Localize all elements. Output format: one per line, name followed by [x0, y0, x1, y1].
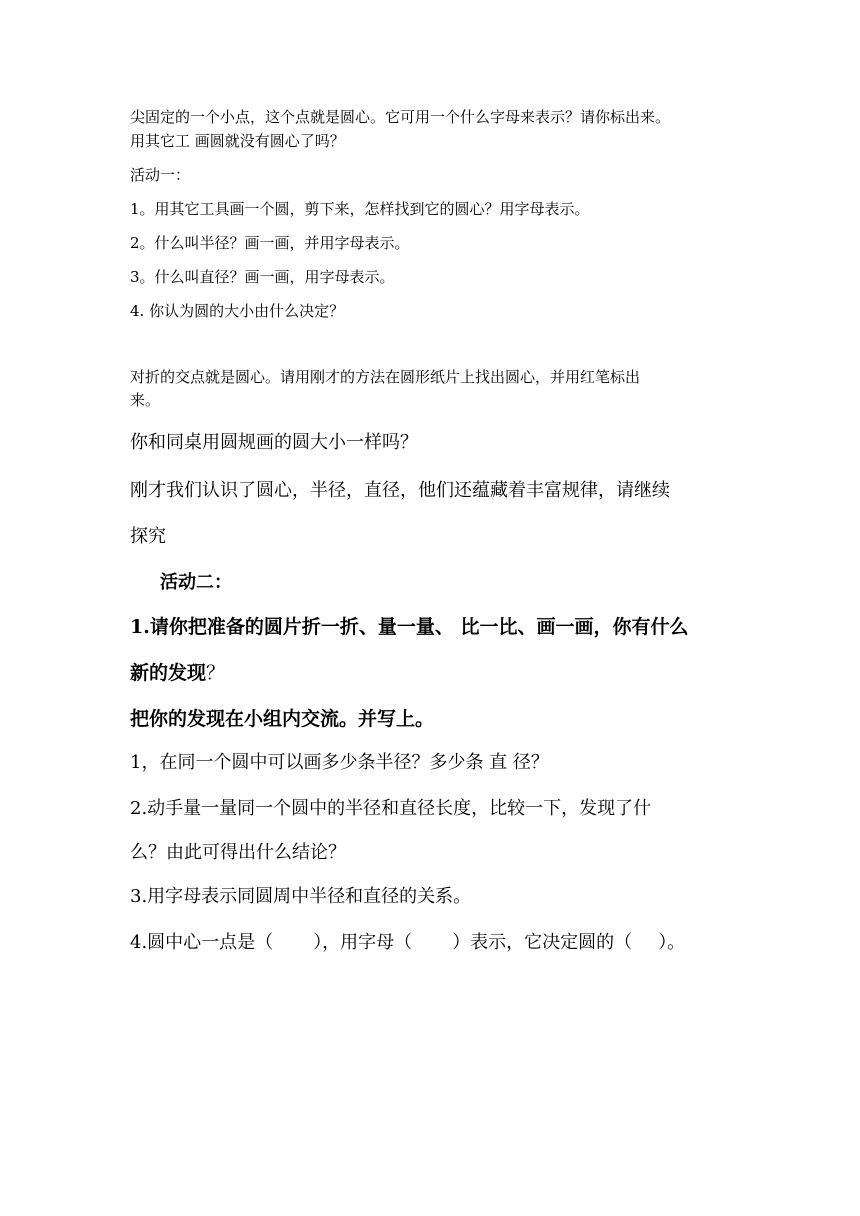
share-instruction: 把你的发现在小组内交流。并写上。 [130, 708, 435, 730]
intro-line-1: 尖固定的一个小点，这个点就是圆心。它可用一个什么字母来表示？请你标出来。 [130, 108, 671, 126]
transition-line-1: 刚才我们认识了圆心，半径，直径，他们还蕴藏着丰富规律，请继续 [130, 480, 670, 501]
question-2-line-1: 2.动手量一量同一个圆中的半径和直径长度，比较一下，发现了什 [130, 798, 652, 819]
fold-line-2: 来。 [130, 391, 161, 409]
question-4 [130, 928, 685, 954]
question-1: 1，在同一个圆中可以画多少条半径？多少条 直 径？ [130, 752, 549, 773]
activity2-title: 活动二： [160, 572, 232, 593]
question-2-line-2: 么？由此可得出什么结论？ [130, 842, 346, 863]
activity2-task-line-1: 1.请你把准备的圆片折一折、量一量、 比一比、画一画，你有什么 [130, 616, 689, 638]
question-3: 3.用字母表示同圆周中半径和直径的关系。 [130, 886, 472, 907]
fold-line-1: 对折的交点就是圆心。请用刚才的方法在圆形纸片上找出圆心，并用红笔标出 [130, 368, 641, 386]
transition-line-2: 探究 [130, 526, 166, 547]
question-4-part-4: ）。 [658, 932, 686, 953]
question-4-part-2: ），用字母（ [313, 932, 413, 953]
intro-line-2: 用其它工 画圆就没有圆心了吗？ [130, 132, 345, 150]
activity1-item-3: 3。什么叫直径？画一画，用字母表示。 [130, 268, 395, 286]
activity2-task-line-2-bold: 新的发现 [130, 662, 207, 684]
activity2-task-line-2-tail: ？ [206, 662, 226, 684]
activity1-item-1: 1。用其它工具画一个圆，剪下来，怎样找到它的圆心？用字母表示。 [130, 200, 590, 218]
activity2-task-line-2 [130, 658, 225, 685]
question-4-part-1: 4.圆中心一点是（ [130, 932, 274, 953]
activity1-item-2: 2。什么叫半径？画一画，并用字母表示。 [130, 234, 410, 252]
question-4-part-3: ）表示，它决定圆的（ [452, 932, 633, 953]
activity1-title: 活动一： [130, 166, 191, 184]
activity1-item-4: 4. 你认为圆的大小由什么决定？ [130, 302, 345, 320]
compare-question: 你和同桌用圆规画的圆大小一样吗？ [130, 432, 418, 453]
